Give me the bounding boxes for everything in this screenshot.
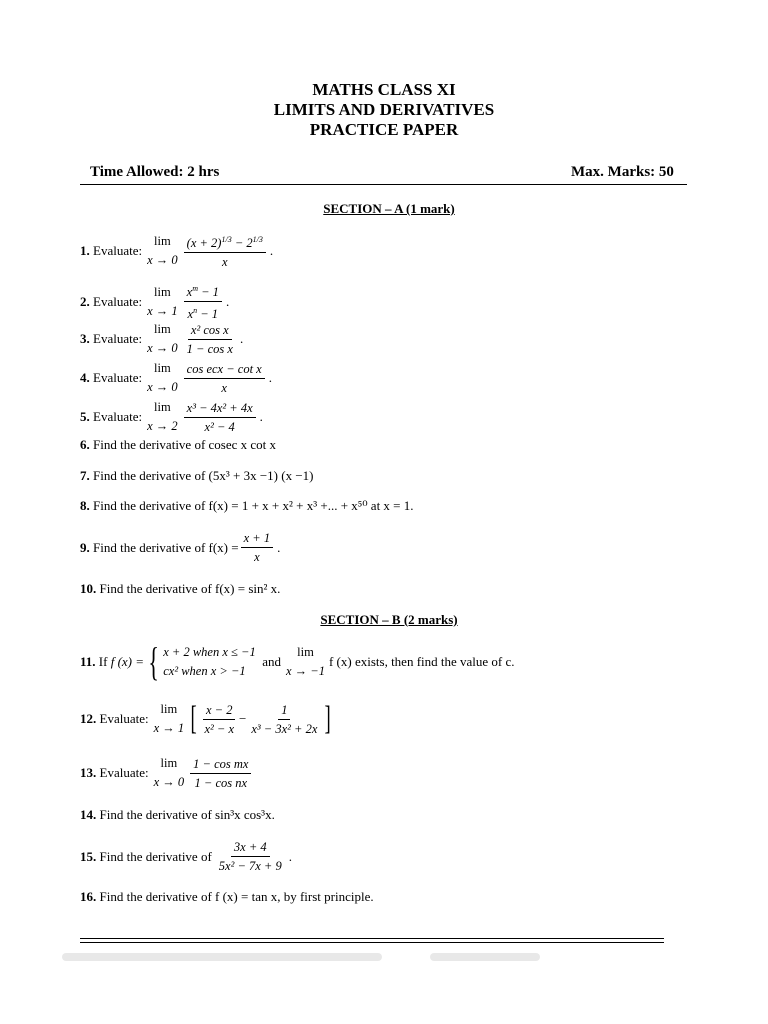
footer-rule-top [80,938,664,939]
numerator: x² cos x [188,322,232,340]
evaluate-label: Evaluate: [93,243,143,259]
and-label: and [262,654,281,669]
question-text: Find the derivative of f(x) = sin² x. [99,581,281,596]
question-12: 12. Evaluate: lim x → 1 [ $\frac{x - 2}{\text{x² − x}}$ − $\frac{1}{\text{x³ − 3x² + 2x}}$ ] [80,700,332,737]
evaluate-label: Evaluate: [93,331,143,346]
left-bracket: [ [190,700,197,737]
max-marks: Max. Marks: 50 [571,164,674,180]
limit-operator [147,359,178,397]
numerator: x − 2 [203,702,235,720]
fraction [184,400,256,435]
question-number: 16. [80,889,97,904]
right-bracket: ] [324,700,332,737]
question-5: 5. Evaluate: lim x → 2 $\frac{\text{x³ − 4x² + 4x}}{\text{x² − 4}}$ . [80,398,263,436]
question-2: 2. Evaluate: lim x → 1 $\frac{x^m - 1}{x^n - 1}$ . [80,281,229,322]
question-number: 4. [80,370,90,385]
numerator: x³ − 4x² + 4x [184,400,256,418]
footer-blurred-text [62,953,382,961]
question-number: 10. [80,581,97,596]
question-number: 8. [80,498,90,513]
footer-rule-bottom [80,942,664,943]
lim-label: lim [160,702,178,716]
case-1: x + 2 when x ≤ −1 [163,645,256,659]
question-7 [80,468,314,484]
lim-label: lim [154,284,171,299]
limit-operator [147,232,178,270]
lim-subscript: x → 1 [147,303,178,318]
denominator: x² − 4 [204,419,235,434]
lim-subscript: x → −1 [285,664,325,678]
lim-label: lim [154,361,171,375]
if-label: If [98,654,108,669]
question-text: Find the derivative of [99,848,212,864]
limit-operator [147,283,178,321]
question-number: 1. [80,243,90,259]
question-number: 13. [80,765,97,780]
denominator: 5x² − 7x + 9 [218,859,282,873]
lim-subscript: x → 0 [147,341,178,355]
evaluate-label: Evaluate: [93,293,143,309]
denominator: x³ − 3x² + 2x [251,721,318,736]
numerator: 1 − cos mx [190,756,251,774]
lim-subscript: x → 0 [153,775,185,789]
question-4: 4. Evaluate: lim x → 0 $\frac{\text{cos ecx − cot x}}{x}$ . [80,359,272,397]
function-label: f (x) = [110,654,145,669]
question-number: 9. [80,539,90,555]
evaluate-label: Evaluate: [99,765,149,780]
evaluate-label: Evaluate: [93,409,143,424]
question-text: f (x) exists, then find the value of c. [328,654,515,669]
denominator: 1 − cos x [186,341,233,356]
fraction [184,361,265,396]
footer-blurred-text [430,953,540,961]
section-a-heading: SECTION – A (1 mark) [323,201,455,216]
question-number: 6. [80,437,90,452]
question-number: 15. [80,848,97,864]
fraction-1 [201,702,237,737]
left-brace: { [148,639,159,684]
limit-operator [147,398,178,436]
question-3: 3. Evaluate: lim x → 0 $\frac{\text{x² cos x}}{\text{1 − cos x}}$ . [80,320,243,358]
question-10 [80,581,280,597]
limit-operator [154,700,185,738]
question-number: 3. [80,331,90,346]
numerator: 3x + 4 [231,839,270,857]
denominator: x [221,380,227,395]
fraction [184,281,222,322]
limit-operator [154,754,185,792]
question-text: Find the derivative of f(x) = 1 + x + x² + x³ +... + x⁵⁰ at x = 1. [93,498,414,513]
lim-subscript: x → 2 [147,419,178,433]
limit-operator [286,643,325,681]
numerator: cos ecx − cot x [184,361,265,379]
question-6 [80,437,276,453]
time-allowed: Time Allowed: 2 hrs [90,164,220,180]
question-11 [80,639,515,684]
evaluate-label: Evaluate: [93,370,143,385]
question-16 [80,889,374,905]
lim-subscript: x → 0 [147,380,178,394]
question-number: 14. [80,807,97,822]
section-b-heading: SECTION – B (2 marks) [320,612,458,627]
lim-label: lim [160,756,178,770]
denominator: x² − x [204,721,235,736]
fraction [241,530,273,565]
numerator: $x^m - 1$ [184,281,222,302]
header-paper-type: PRACTICE PAPER [309,120,459,139]
lim-label: lim [154,400,171,414]
question-8 [80,498,414,514]
fraction-2 [248,702,320,737]
fraction [216,839,285,874]
lim-label: lim [154,322,171,336]
question-text: Find the derivative of f (x) = tan x, by first principle. [99,889,374,904]
numerator: 1 [278,702,290,720]
numerator: x + 1 [241,530,273,548]
question-9: 9. Find the derivative of f(x) = $\frac{x + 1}{x}$ . [80,531,281,564]
evaluate-label: Evaluate: [99,711,149,726]
denominator: x [221,255,228,270]
lim-subscript: x → 0 [147,253,178,268]
header-rule [80,184,687,185]
question-number: 11. [80,654,96,669]
question-text: Find the derivative of sin³x cos³x. [99,807,275,822]
question-number: 12. [80,711,97,726]
question-1: 1. Evaluate: lim x → 0 $\frac{(x + 2)^{1/3} - 2^{1/3}}{x}$ . [80,232,273,270]
fraction [190,756,251,791]
fraction [184,322,236,357]
question-number: 2. [80,293,90,309]
header-subtitle: LIMITS AND DERIVATIVES [273,100,495,119]
piecewise-cases [163,643,255,681]
question-text: Find the derivative of (5x³ + 3x −1) (x −1) [93,468,314,483]
question-13 [80,754,253,792]
denominator: 1 − cos nx [194,775,248,790]
limit-operator [147,320,178,358]
fraction [184,232,266,270]
lim-subscript: x → 1 [153,721,185,735]
numerator: $(x + 2)^{1/3} - 2^{1/3}$ [184,232,266,253]
question-text: Find the derivative of f(x) = [93,539,239,555]
question-number: 7. [80,468,90,483]
question-15: 15. Find the derivative of $\frac{3x + 4}{\text{5x² − 7x + 9}}$ . [80,840,292,873]
question-text: Find the derivative of cosec x cot x [93,437,277,452]
question-14 [80,807,275,823]
lim-label: lim [154,234,171,249]
denominator: $x^n - 1$ [187,306,219,322]
question-number: 5. [80,409,90,424]
header-title: MATHS CLASS XI [312,80,456,99]
case-2: cx² when x > −1 [163,664,246,678]
denominator: x [254,550,260,564]
lim-label: lim [297,645,314,659]
